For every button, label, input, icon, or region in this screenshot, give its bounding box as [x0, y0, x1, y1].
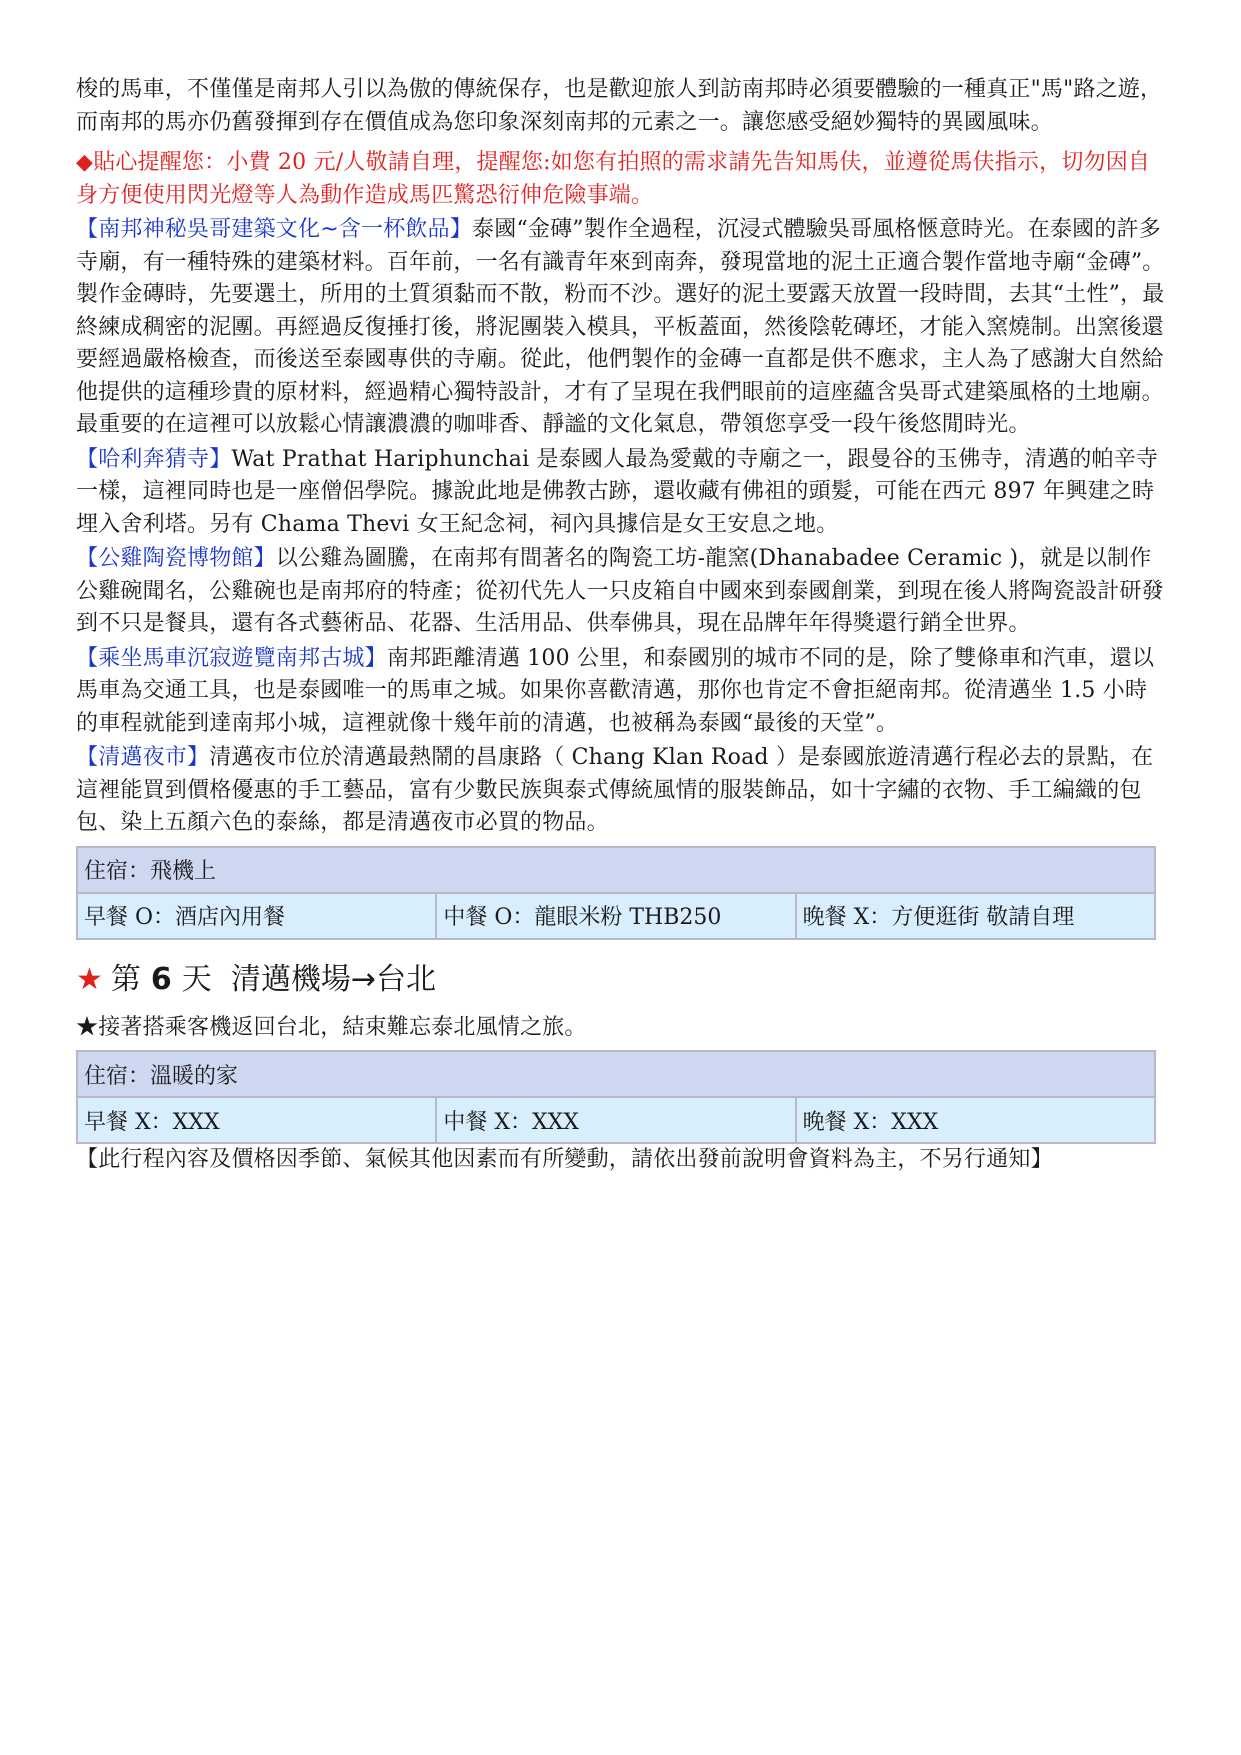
day-prefix: 第 — [110, 961, 141, 997]
attraction-ceramic-museum — [76, 543, 1166, 641]
day6-heading — [76, 960, 1166, 1000]
itinerary-page — [76, 74, 1166, 1176]
attraction-title: 【乘坐馬車沉寂遊覽南邦古城】 — [76, 645, 387, 671]
breakfast-cell: 早餐 O：酒店內用餐 — [77, 893, 436, 939]
attraction-text: 南邦距離清邁 100 公里，和泰國別的城市不同的是，除了雙條車和汽車，還以馬車為交通工具，也是泰國唯一的馬車之城。如果你喜歡清邁，那你也肯定不會拒絕南邦。從清邁坐 1.5 小時的車程就能到達南邦小城，這裡就像十幾年前的清邁，也被稱為泰國“最後的天堂”。 — [76, 645, 1155, 736]
footer-note: 【此行程內容及價格因季節、氣候其他因素而有所變動，請依出發前說明會資料為主，不另行通知】 — [76, 1147, 1053, 1172]
attraction-text: Wat Prathat Hariphunchai 是泰國人最為愛戴的寺廟之一，跟曼谷的玉佛寺，清邁的帕辛寺一樣，這裡同時也是一座僧侶學院。據說此地是佛教古跡，還收藏有佛祖的頭髮，可能在西元 897 年興建之時埋入舍利塔。另有 Chama Thevi 女王紀念祠，祠內具據信是女王安息之地。 — [76, 446, 1159, 537]
day6-description: ★接著搭乘客機返回台北，結束難忘泰北風情之旅。 — [76, 1014, 587, 1040]
attraction-title: 【清邁夜市】 — [76, 745, 210, 770]
attraction-hariphunchai — [76, 444, 1166, 542]
intro-paragraph: 梭的馬車，不僅僅是南邦人引以為傲的傳統保存，也是歡迎旅人到訪南邦時必須要體驗的一種真正"馬"路之遊，而南邦的馬亦仍舊發揮到存在價值成為您印象深刻南邦的元素之一。讓您感受絕妙獨特的異國風味。 — [76, 77, 1163, 135]
dinner-cell: 晚餐 X：方便逛街 敬請自理 — [796, 893, 1155, 939]
attraction-carriage-ride — [76, 643, 1166, 741]
day-route: 清邁機場→台北 — [230, 961, 436, 997]
attraction-text: 以公雞為圖騰，在南邦有間著名的陶瓷工坊-龍窯(Dhanabadee Ceramic )，就是以制作公雞碗聞名，公雞碗也是南邦府的特產；從初代先人一只皮箱自中國來到泰國創業，到現在後人將陶瓷設計研發到不只是餐具，還有各式藝術品、花器、生活用品、供奉佛具，現在品牌年年得獎還行銷全世界。 — [76, 546, 1164, 636]
dinner-cell: 晚餐 X：XXX — [796, 1097, 1155, 1143]
attraction-night-market — [76, 742, 1166, 840]
attraction-title: 【公雞陶瓷博物館】 — [76, 546, 276, 571]
lunch-cell: 中餐 X：XXX — [436, 1097, 795, 1143]
attraction-text: 清邁夜市位於清邁最熱鬧的昌康路（ Chang Klan Road ）是泰國旅遊清邁行程必去的景點，在這裡能買到價格優惠的手工藝品，富有少數民族與泰式傳統風情的服裝飾品，如十字繡的衣物、手工編織的包包、染上五顏六色的泰絲，都是清邁夜市必買的物品。 — [76, 745, 1154, 835]
accommodation-cell: 住宿：溫暖的家 — [77, 1051, 1155, 1097]
day6-info-table — [76, 1050, 1156, 1144]
attraction-text: 泰國“金磚”製作全過程，沉浸式體驗吳哥風格愜意時光。在泰國的許多寺廟，有一種特殊的建築材料。百年前，一名有識青年來到南奔，發現當地的泥土正適合製作當地寺廟“金磚”。製作金磚時，先要選土，所用的土質須黏而不散，粉而不沙。選好的泥土要露天放置一段時間，去其“土性”，最終練成稠密的泥團。再經過反復捶打後，將泥團裝入模具，平板蓋面，然後陰乾磚坯，才能入窯燒制。出窯後還要經過嚴格檢查，而後送至泰國專供的寺廟。從此，他們製作的金磚一直都是供不應求，主人為了感謝大自然給他提供的這種珍貴的原材料，經過精心獨特設計，才有了呈現在我們眼前的這座蘊含吳哥式建築風格的土地廟。最重要的在這裡可以放鬆心情讓濃濃的咖啡香、靜謐的文化氣息，帶領您享受一段午後悠閒時光。 — [76, 217, 1165, 437]
attraction-angkor — [76, 214, 1166, 442]
day5-info-table — [76, 846, 1156, 940]
day-number: 6 — [150, 961, 172, 997]
attraction-title: 【南邦神秘吳哥建築文化~含一杯飲品】 — [76, 217, 473, 242]
accommodation-cell: 住宿：飛機上 — [77, 847, 1155, 893]
attraction-title: 【哈利奔猜寺】 — [76, 446, 232, 472]
breakfast-cell: 早餐 X：XXX — [77, 1097, 436, 1143]
day-suffix: 天 — [181, 961, 212, 997]
star-icon: ★ — [76, 961, 103, 997]
reminder-paragraph: ◆貼心提醒您：小費 20 元/人敬請自理，提醒您:如您有拍照的需求請先告知馬伕，並遵從馬伕指示，切勿因自身方便使用閃光燈等人為動作造成馬匹驚恐衍伸危險事端。 — [76, 150, 1151, 208]
lunch-cell: 中餐 O：龍眼米粉 THB250 — [436, 893, 795, 939]
